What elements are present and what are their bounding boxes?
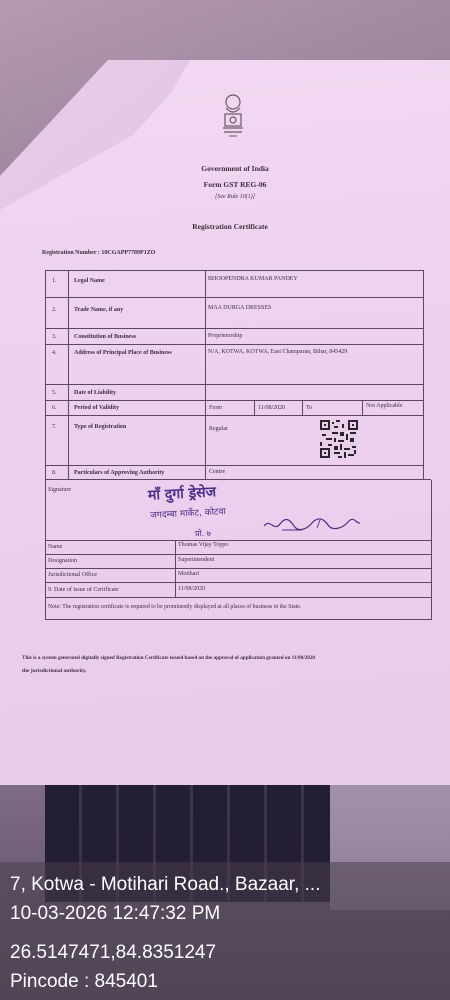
row-7-value: Regular [209, 426, 228, 432]
row-2-num: 2. [52, 307, 57, 313]
row-1-label: Legal Name [74, 278, 105, 284]
row-2-label: Trade Name, if any [74, 307, 124, 313]
qr-code-icon [320, 420, 358, 458]
validity-to-value: Not Applicable [366, 403, 403, 409]
office-value: Motihari [178, 571, 199, 577]
overlay-coordinates: 26.5147471,84.8351247 [10, 942, 217, 963]
row-4-label: Address of Principal Place of Business [74, 350, 172, 356]
government-title: Government of India [201, 164, 269, 173]
row-8-num: 8. [52, 470, 57, 476]
office-label: Jurisdictional Office [48, 572, 98, 578]
row-2-value: MAA DURGA DRESSES [208, 305, 272, 311]
form-name: Form GST REG-06 [203, 180, 267, 189]
issue-date-label: 9. Date of issue of Certificate [48, 587, 119, 593]
overlay-address: 7, Kotwa - Motihari Road., Bazaar, ... [10, 874, 321, 895]
row-5-num: 5. [52, 390, 57, 396]
row-3-value: Proprietorship [208, 333, 243, 339]
national-emblem-icon [218, 92, 248, 142]
row-5-label: Date of Liability [74, 390, 116, 396]
system-generated-note-cont: the jurisdictional authority. [22, 668, 87, 674]
row-7-num: 7. [52, 424, 57, 430]
row-8-value: Centre [209, 469, 225, 475]
business-stamp-address: जगदम्बा मार्केट, कोटवा [149, 507, 227, 521]
overlay-pincode: Pincode : 845401 [10, 971, 158, 992]
official-name-value: Thomas Vijay Toppo [178, 542, 229, 548]
signature-label: Signature [48, 487, 71, 493]
row-7-label: Type of Registration [74, 424, 127, 430]
rule-reference: [See Rule 10(1)] [215, 194, 255, 200]
row-8-label: Particulars of Approving Authority [74, 470, 165, 476]
system-generated-note: This is a system generated digitally signed Registration Certificate issued based on the approval of application granted on 11/08/2020 [22, 655, 316, 661]
validity-from-label: From [209, 405, 223, 411]
registration-number: Registration Number : 10CGAPP7789P1ZO [42, 250, 156, 256]
handwritten-signature [262, 514, 362, 536]
row-1-value: BHOOPENDRA KUMAR PANDEY [208, 276, 298, 282]
row-6-num: 6. [52, 405, 57, 411]
validity-to-label: To [306, 405, 313, 411]
overlay-timestamp: 10-03-2026 12:47:32 PM [10, 903, 221, 924]
row-4-num: 4. [52, 350, 57, 356]
display-note: Note: The registration certificate is required to be prominently displayed at all places of business in the State. [48, 604, 302, 610]
row-1-num: 1. [52, 278, 57, 284]
row-4-value: N/A, KOTWA, KOTWA, East Champaran, Bihar, 845429 [208, 349, 348, 355]
official-name-label: Name [48, 544, 63, 550]
row-3-num: 3. [52, 334, 57, 340]
issue-date-value: 11/08/2020 [178, 586, 206, 592]
row-6-label: Period of Validity [74, 405, 120, 411]
designation-value: Superintendent [178, 557, 215, 563]
stamp-scribble: प्रो. ७ [195, 529, 211, 538]
validity-from-value: 11/08/2020 [258, 405, 286, 411]
designation-label: Designation [48, 558, 77, 564]
business-stamp-name: माँ दुर्गा ड्रेसेज [147, 484, 217, 504]
certificate-heading: Registration Certificate [192, 222, 268, 231]
row-3-label: Constitution of Business [74, 334, 137, 340]
